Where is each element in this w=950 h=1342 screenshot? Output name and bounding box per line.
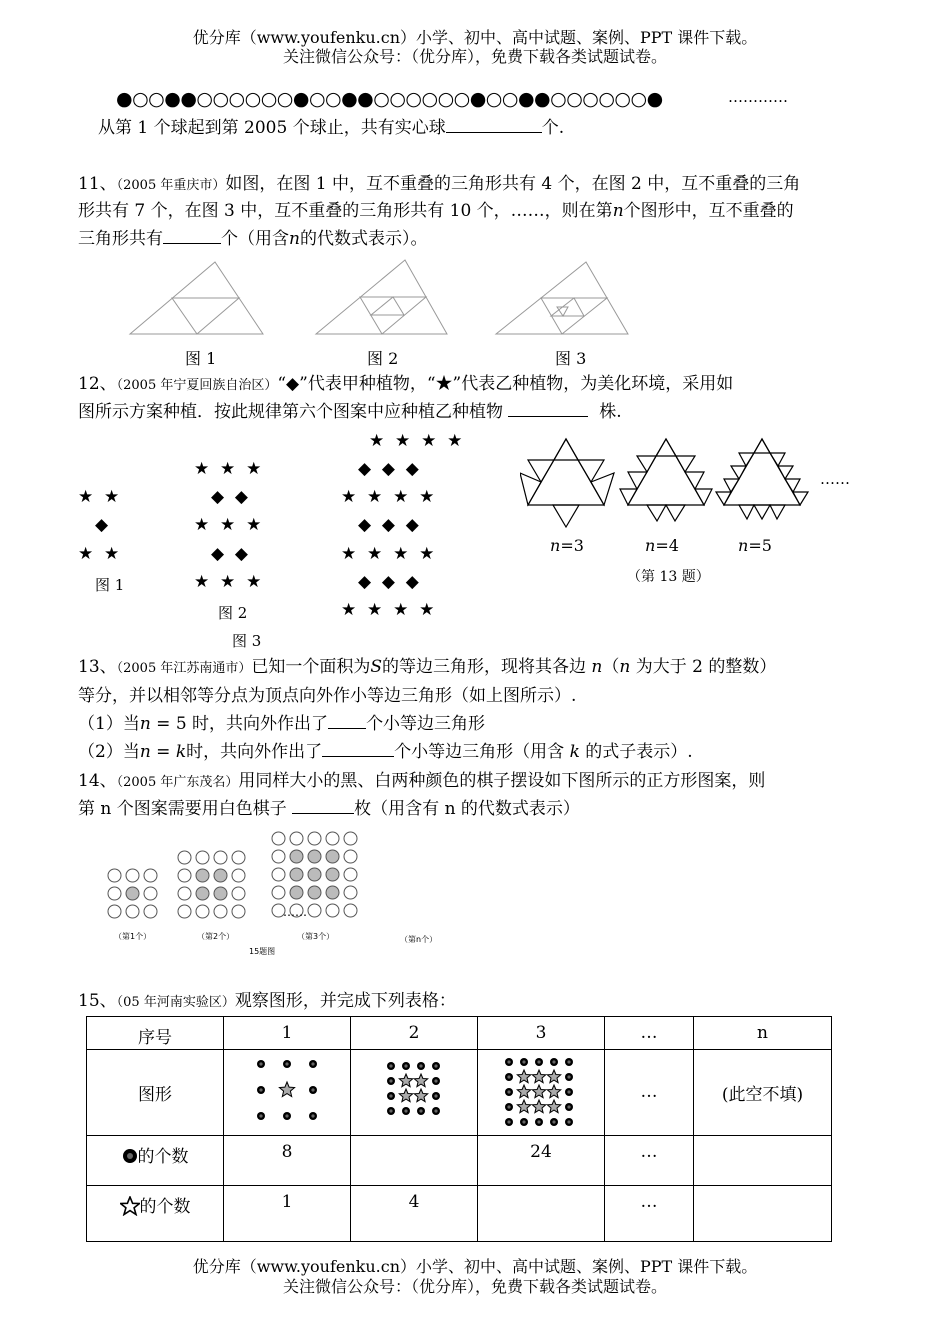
dot-mark-center [389,1109,392,1112]
q13-p2-text-a: （2）当 [78,742,140,762]
q13-p2-var-k: k [175,742,187,762]
star-mark [279,1082,294,1097]
ball-sequence: ●○○●●○○○○○○●○○●●○○○○○○●○○●●○○○○○○● [116,88,663,110]
q13-triangle-figures [520,435,810,535]
triangle-fig3-innermost [557,307,568,316]
star-mark [547,1085,560,1098]
dot-icon [122,1148,138,1164]
q12-fig3-label: 图 3 [232,632,262,650]
q13-part-1 [78,710,485,738]
q12-fig2-row-2: ◆ ◆ [211,487,248,507]
board-piece [344,832,357,845]
star-mark [517,1085,530,1098]
q10-text-pre: 从第 1 个球起到第 2005 个球止，共有实心球 [98,118,446,138]
dot-mark-center [522,1120,525,1123]
q12-fig1-row-1: ★ ★ [78,487,120,507]
star-mark [399,1074,412,1087]
q12-answer-blank[interactable] [508,402,588,417]
q14-figure-title: 15题图 [249,947,276,956]
dot-mark-center [311,1114,314,1117]
q14-text-1: 用同样大小的黑、白两种颜色的棋子摆设如下图所示的正方形图案，则 [238,771,766,791]
dot-mark-center [311,1088,314,1091]
footer-line-2: 关注微信公众号：（优分库），免费下载各类试题试卷。 [282,1277,667,1296]
dot-mark-center [552,1060,555,1063]
q13-fig-label-n3 [550,536,584,555]
q11-text-3b: 个（用含 [221,229,289,249]
board-piece [344,850,357,863]
q11-text-3a: 三角形共有 [78,229,163,249]
board-piece [196,887,209,900]
q12-fig3-row-3: ★ ★ ★ ★ [341,487,435,507]
header-cell: 序号 [87,1017,224,1050]
q12-fig2-row-4: ◆ ◆ [211,544,248,564]
q13-fig-label-n5-var: n [738,536,749,555]
dot-mark-center [567,1105,570,1108]
cell-stars-3[interactable] [478,1186,605,1242]
figure-cell-note: (此空不填) [694,1050,832,1136]
star-mark [517,1070,530,1083]
q13-p1-answer-blank[interactable] [328,714,366,729]
dot-mark-center [507,1060,510,1063]
q12-text-2b: 株. [599,402,622,422]
q13-source: （2005 年江苏南通市） [116,661,252,676]
board-piece [308,904,321,917]
board-piece [108,887,121,900]
q13-line-1 [78,653,776,683]
q15-table [86,1016,832,1242]
cell-dots-n[interactable] [694,1136,832,1186]
board-piece [196,905,209,918]
q11-fig3-label: 图 3 [555,349,587,368]
q13-p2-text-d: 的式子表示）. [585,742,693,762]
figure-cell-3 [478,1050,605,1136]
triangle-fig1-inner [172,298,239,334]
q13-p2-var-k-2: k [569,742,580,762]
q13-var-n: n [591,657,603,677]
q15-figure-3 [499,1054,583,1130]
dot-mark-center [537,1120,540,1123]
board-piece [178,905,191,918]
board-piece [126,905,139,918]
q12-fig2-label: 图 2 [218,604,248,622]
board-piece [344,868,357,881]
q15-figure-1 [248,1054,326,1130]
q13-fig-label-n3-var: n [550,536,561,555]
triangle-fig2-inner [371,297,404,315]
q12-fig2-row-5: ★ ★ ★ [194,572,262,592]
star-mark [414,1089,427,1102]
board-piece [308,886,321,899]
star-mark [532,1085,545,1098]
q11-source: （2005 年重庆市） [116,178,226,193]
q11-fig2-label: 图 2 [367,349,399,368]
header-cell: 3 [478,1017,605,1050]
q13-p1-var-n: n [139,714,151,734]
dot-mark-center [434,1064,437,1067]
dot-mark-center [567,1090,570,1093]
board-piece [178,887,191,900]
figure-cell-2 [351,1050,478,1136]
board-piece [308,850,321,863]
board-piece [290,868,303,881]
q14-number: 14、 [78,771,117,791]
q13-p2-answer-blank[interactable] [322,742,394,757]
q13-fig-label-n5 [738,536,772,555]
dot-mark-center [419,1109,422,1112]
q12-source: （2005 年宁夏回族自治区） [116,378,278,393]
q13-fig-label-n3-value: =3 [560,536,584,555]
q14-caption-3: （第3个） [297,932,335,941]
dot-mark-center [522,1060,525,1063]
board-piece [272,868,285,881]
dot-mark-center [404,1064,407,1067]
q13-p1-text-b: 个小等边三角形 [366,714,486,734]
board-piece [290,886,303,899]
cell-stars-ellipsis: … [605,1186,694,1242]
ball-sequence-ellipsis: ………… [728,88,788,106]
q11-text-1: 如图，在图 1 中，互不重叠的三角形共有 4 个，在图 2 中，互不重叠的三角 [225,174,801,194]
cell-dots-1: 8 [224,1136,351,1186]
board-piece [272,886,285,899]
q11-text-2b: 个图形中，互不重叠的 [623,201,794,221]
q11-var-n: n [612,201,624,221]
q13-fig-n4 [620,439,712,521]
q12-fig1-row-2: ◆ [95,515,109,535]
row-label-dots [87,1136,224,1186]
q14-line-2 [78,795,580,823]
q13-text-1d: 为大于 2 的整数） [635,657,777,677]
board-piece [308,868,321,881]
star-mark [414,1074,427,1087]
q14-circle-figures [100,825,370,935]
dot-mark-center [419,1064,422,1067]
dot-mark-center [567,1075,570,1078]
q10-text-post: 个. [541,118,565,138]
q13-fig-n5 [716,439,808,519]
table-row-dots [87,1136,832,1186]
q12-line-2 [78,398,622,426]
q13-fig-caption: （第 13 题） [627,569,710,585]
row-label-figure: 图形 [87,1050,224,1136]
header-cell: n [694,1017,832,1050]
q13-fig-label-n4-var: n [645,536,656,555]
q13-text-1a: 已知一个面积为 [251,657,371,677]
q13-fig-ellipsis: …… [820,470,850,488]
dot-mark-center [552,1120,555,1123]
header-cell: … [605,1017,694,1050]
q13-p1-eq: = 5 时，共向外作出了 [150,714,329,734]
dot-mark-center [389,1079,392,1082]
q12-fig3-row-2: ◆ ◆ ◆ [358,459,419,479]
q12-text-2a: 图所示方案种植．按此规律第六个图案中应种植乙种植物 [78,402,503,422]
q15-source: （05 年河南实验区） [116,995,235,1010]
q12-fig3-row-5: ★ ★ ★ ★ [341,544,435,564]
board-piece [232,869,245,882]
header-cell: 1 [224,1017,351,1050]
board-piece [196,851,209,864]
cell-dots-3: 24 [478,1136,605,1186]
q14-answer-blank[interactable] [292,799,354,814]
q11-text-2a: 形共有 7 个，在图 3 中，互不重叠的三角形共有 10 个，……，则在第 [78,201,613,221]
dot-mark-center [285,1062,288,1065]
board-piece [272,832,285,845]
row-label-dots-text: 的个数 [137,1147,189,1167]
q14-caption-n: （第n个） [400,935,438,944]
q13-p1-text-a: （1）当 [78,714,140,734]
star-mark [532,1100,545,1113]
cell-dots-ellipsis: … [605,1136,694,1186]
q13-p2-text-b: 时，共向外作出了 [186,742,323,762]
q15-text: 观察图形，并完成下列表格： [234,991,456,1011]
board-piece [214,887,227,900]
row-label-stars [87,1186,224,1242]
q13-p2-eq: = [150,742,176,762]
q14-dots: …… [283,905,307,919]
q11-fig1-label: 图 1 [185,349,217,368]
q13-fig-label-n4 [645,536,679,555]
board-piece [178,869,191,882]
board-piece [144,887,157,900]
q12-fig3-row-4: ◆ ◆ ◆ [358,515,419,535]
q14-line-1 [78,767,765,797]
table-row-figure [87,1050,832,1136]
board-piece [108,905,121,918]
board-piece [326,904,339,917]
q15-number: 15、 [78,991,117,1011]
q11-number: 11、 [78,174,117,194]
dot-mark-center [389,1064,392,1067]
header-line-1: 优分库（www.youfenku.cn）小学、初中、高中试题、案例、PPT 课件下载。 [192,28,758,47]
dot-mark-center [537,1060,540,1063]
board-piece [144,869,157,882]
q11-text-3c: 的代数式表示）。 [299,229,428,249]
q12-fig1-row-3: ★ ★ [78,544,120,564]
board-piece [214,905,227,918]
board-piece [326,850,339,863]
board-piece [290,850,303,863]
board-piece [108,869,121,882]
star-mark [517,1100,530,1113]
board-piece [196,869,209,882]
dot-mark-center [507,1090,510,1093]
dot-mark-center [404,1109,407,1112]
cell-stars-2: 4 [351,1186,478,1242]
q13-fig-label-n4-value: =4 [655,536,679,555]
q14-text-2b: 枚（用含有 n 的代数式表示） [354,799,580,819]
q13-fig-label-n5-value: =5 [748,536,772,555]
board-piece [214,851,227,864]
q13-fig-n3 [520,439,614,527]
cell-stars-n[interactable] [694,1186,832,1242]
q14-text-2a: 第 n 个图案需要用白色棋子 [78,799,287,819]
q12-number: 12、 [78,374,117,394]
board-piece [272,850,285,863]
q13-var-n-2: n [619,657,631,677]
board-piece [214,869,227,882]
board-piece [144,905,157,918]
table-row-stars [87,1186,832,1242]
dot-mark-center [507,1120,510,1123]
board-piece [178,851,191,864]
star-icon [120,1196,140,1216]
dot-mark-center [434,1109,437,1112]
dot-mark-center [311,1062,314,1065]
q12-fig1-label: 图 1 [95,576,125,594]
q12-fig2-row-1: ★ ★ ★ [194,459,262,479]
figure-cell-ellipsis: … [605,1050,694,1136]
q13-number: 13、 [78,657,117,677]
q11-var-n-2: n [289,229,300,249]
table-row-header [87,1017,832,1050]
q15-line-1 [78,987,456,1017]
q11-triangle-figures [0,0,950,345]
dot-mark-center [507,1075,510,1078]
cell-dots-2[interactable] [351,1136,478,1186]
dot-mark-center [259,1088,262,1091]
q14-caption-2: （第2个） [197,932,235,941]
board-piece [232,851,245,864]
q13-text-1b: 的等边三角形，现将其各边 [382,657,587,677]
q12-line-1 [78,370,733,400]
board-piece [232,887,245,900]
board-piece [126,869,139,882]
board-piece [308,832,321,845]
board-piece [326,886,339,899]
star-mark [399,1089,412,1102]
star-mark [547,1070,560,1083]
header-cell: 2 [351,1017,478,1050]
star-mark [547,1100,560,1113]
q12-text-1: “◆”代表甲种植物，“★”代表乙种植物，为美化环境，采用如 [277,374,734,394]
dot-mark-center [285,1114,288,1117]
header-line-2: 关注微信公众号：（优分库），免费下载各类试题试卷。 [282,47,667,66]
cell-stars-1: 1 [224,1186,351,1242]
board-piece [290,832,303,845]
q12-fig2-row-3: ★ ★ ★ [194,515,262,535]
q12-fig3-row-7: ★ ★ ★ ★ [341,600,435,620]
q15-figure-2 [375,1054,453,1130]
board-piece [232,905,245,918]
dot-mark-center [259,1062,262,1065]
figure-cell-1 [224,1050,351,1136]
dot-mark-center [434,1094,437,1097]
q13-line-2: 等分，并以相邻等分点为顶点向外作小等边三角形（如上图所示）. [78,686,577,706]
board-piece [326,832,339,845]
q13-var-s: S [370,657,383,677]
dot-mark-center [567,1120,570,1123]
q13-p2-var-n: n [139,742,151,762]
dot-mark-center [259,1114,262,1117]
dot-mark-center [389,1094,392,1097]
row-label-stars-text: 的个数 [139,1197,191,1217]
footer-line-1: 优分库（www.youfenku.cn）小学、初中、高中试题、案例、PPT 课件下载。 [192,1257,758,1276]
board-piece [344,886,357,899]
q13-text-1c: （ [602,657,620,677]
board-piece [344,904,357,917]
dot-mark-center [507,1105,510,1108]
star-mark [532,1070,545,1083]
q14-source: （2005 年广东茂名） [116,775,239,790]
q13-p2-text-c: 个小等边三角形（用含 [394,742,565,762]
q12-fig3-row-1: ★ ★ ★ ★ [369,431,463,451]
board-piece [126,887,139,900]
dot-mark-center [434,1079,437,1082]
dot-mark-center [567,1060,570,1063]
q14-caption-1: （第1个） [114,932,152,941]
q13-part-2 [78,738,693,766]
q12-fig3-row-6: ◆ ◆ ◆ [358,572,419,592]
board-piece [326,868,339,881]
